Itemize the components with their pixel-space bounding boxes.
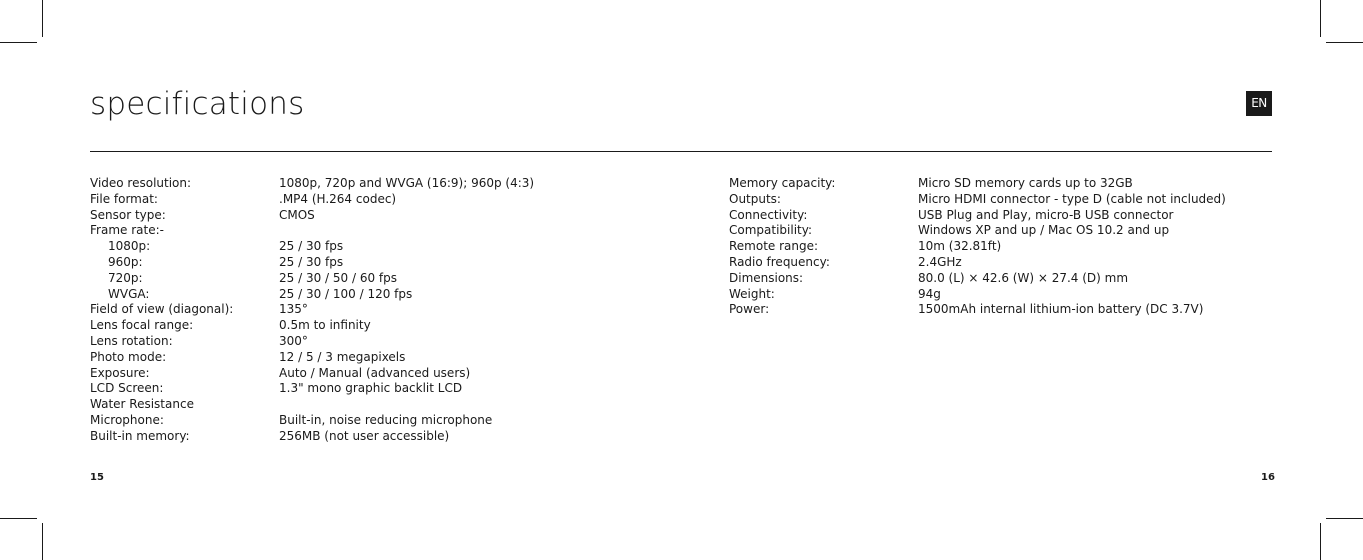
spec-label: Video resolution: (90, 176, 192, 190)
left-spec-list (90, 176, 650, 445)
spec-value: Auto / Manual (advanced users) (279, 365, 471, 380)
spec-row (90, 381, 650, 397)
spec-row (90, 397, 650, 413)
spec-value: 1500mAh internal lithium-ion battery (DC 3.7V) (918, 302, 1204, 317)
spec-value: 25 / 30 / 50 / 60 fps (279, 270, 398, 285)
spec-value: 94g (918, 286, 941, 301)
spec-label: Compatibility: (729, 223, 813, 238)
crop-mark (1320, 0, 1321, 37)
spec-value: 1080p, 720p and WVGA (16:9); 960p (4:3) (279, 176, 535, 190)
crop-mark (0, 42, 37, 43)
spec-value: 12 / 5 / 3 megapixels (279, 349, 406, 364)
spec-row (90, 334, 650, 350)
spec-value: .MP4 (H.264 codec) (279, 191, 397, 206)
spec-label: Power: (729, 302, 770, 317)
spec-value: 135° (279, 302, 308, 317)
spec-row (729, 271, 1289, 287)
spec-row (90, 350, 650, 366)
spec-label: Weight: (729, 286, 775, 301)
spec-label: 720p: (108, 270, 143, 285)
spec-label: Photo mode: (90, 349, 167, 364)
spec-label: Connectivity: (729, 207, 808, 222)
spec-label: WVGA: (108, 286, 150, 301)
spec-row (90, 255, 650, 271)
spec-row (90, 413, 650, 429)
spec-row (729, 302, 1289, 318)
spec-row (90, 429, 650, 445)
right-spec-list (729, 176, 1289, 318)
spec-row (90, 318, 650, 334)
spec-row (729, 239, 1289, 255)
spec-row (90, 223, 650, 239)
crop-mark (0, 518, 37, 519)
spec-row (729, 176, 1289, 192)
crop-mark (42, 0, 43, 37)
spec-label: Microphone: (90, 412, 164, 427)
spec-value: 0.5m to infinity (279, 318, 371, 333)
spec-value: USB Plug and Play, micro-B USB connector (918, 207, 1174, 222)
spec-label: Lens rotation: (90, 333, 173, 348)
page-number-right: 16 (1261, 472, 1275, 483)
spec-label: Outputs: (729, 191, 781, 206)
crop-mark (1326, 518, 1363, 519)
spec-row (90, 302, 650, 318)
crop-mark (42, 523, 43, 560)
spec-label: Exposure: (90, 365, 150, 380)
header-divider (90, 151, 1272, 152)
spec-label: LCD Screen: (90, 381, 164, 396)
spec-value: 300° (279, 333, 308, 348)
spec-label: 960p: (108, 254, 143, 269)
spec-row (90, 271, 650, 287)
spec-row (90, 366, 650, 382)
spec-row (90, 208, 650, 224)
crop-mark (1320, 523, 1321, 560)
page-number-left: 15 (90, 472, 104, 483)
spec-row (729, 287, 1289, 303)
crop-mark (1326, 42, 1363, 43)
spec-row (729, 255, 1289, 271)
spec-label: Radio frequency: (729, 254, 830, 269)
spec-label: Frame rate:- (90, 223, 164, 238)
spec-value: 80.0 (L) × 42.6 (W) × 27.4 (D) mm (918, 270, 1129, 285)
spec-value: 25 / 30 fps (279, 239, 344, 254)
spec-value: Micro HDMI connector - type D (cable not included) (918, 191, 1226, 206)
spec-value: 2.4GHz (918, 254, 962, 269)
spec-value: Windows XP and up / Mac OS 10.2 and up (918, 223, 1170, 238)
language-badge: EN (1246, 91, 1272, 116)
spec-label: Remote range: (729, 239, 819, 254)
spec-label: 1080p: (108, 239, 151, 254)
spec-value: 25 / 30 fps (279, 254, 344, 269)
spec-value: Built-in, noise reducing microphone (279, 412, 493, 427)
spec-value: 1.3" mono graphic backlit LCD (279, 381, 463, 396)
spec-label: Dimensions: (729, 270, 804, 285)
spec-row (729, 192, 1289, 208)
spec-value: 10m (32.81ft) (918, 239, 1002, 254)
spec-row (90, 239, 650, 255)
spec-label: Lens focal range: (90, 318, 194, 333)
spec-value: 256MB (not user accessible) (279, 428, 450, 443)
spec-label: File format: (90, 191, 158, 206)
spec-label: Sensor type: (90, 207, 166, 222)
spec-label: Water Resistance (90, 397, 194, 412)
spec-row (729, 208, 1289, 224)
spec-value: 25 / 30 / 100 / 120 fps (279, 286, 413, 301)
page-title: specifications (90, 86, 305, 122)
spec-row (90, 287, 650, 303)
spec-value: Micro SD memory cards up to 32GB (918, 176, 1133, 190)
spec-label: Field of view (diagonal): (90, 302, 234, 317)
spec-row (90, 176, 650, 192)
spec-label: Built-in memory: (90, 428, 190, 443)
spec-row (90, 192, 650, 208)
spec-value: CMOS (279, 207, 315, 222)
spec-label: Memory capacity: (729, 176, 836, 190)
spec-row (729, 223, 1289, 239)
